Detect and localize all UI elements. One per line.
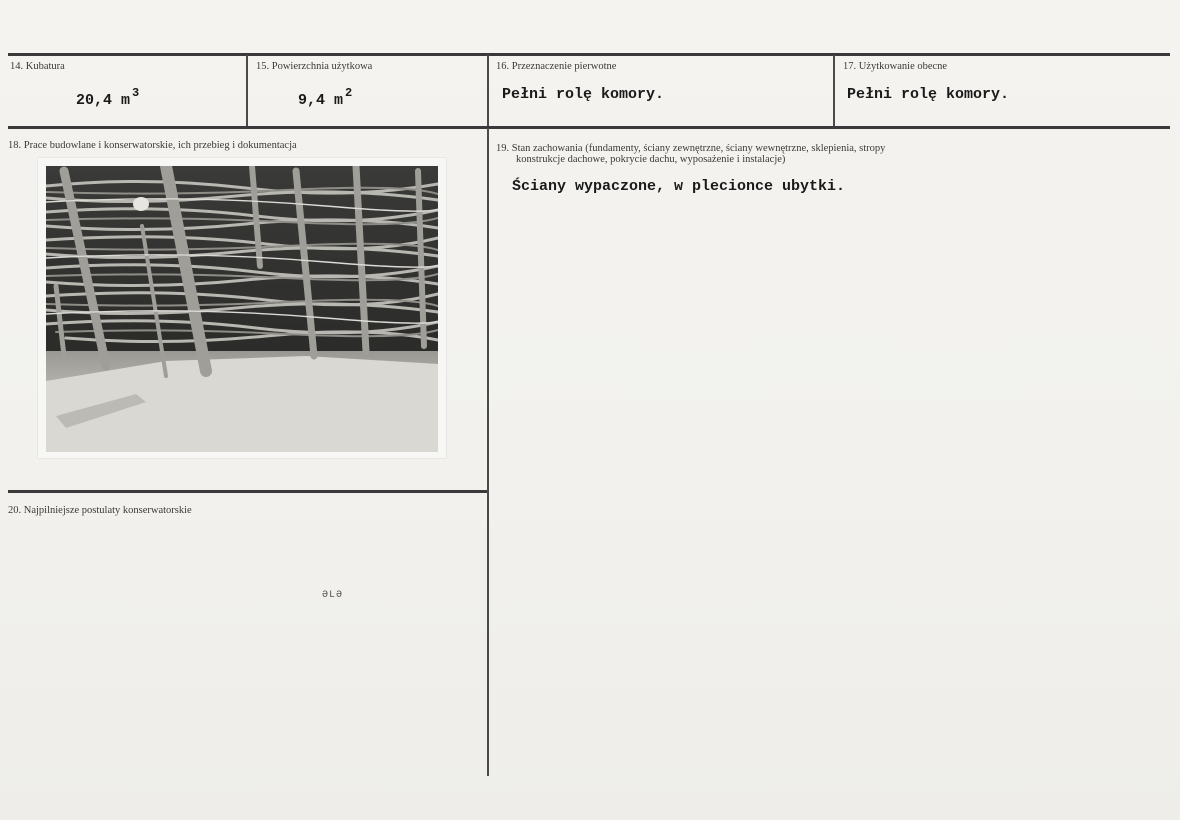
powierzchnia-number: 9,4 m: [298, 92, 344, 109]
uzytkowanie-label: 17. Użytkowanie obecne: [843, 61, 948, 72]
kubatura-value: [76, 86, 139, 109]
powierzchnia-exponent: 2: [345, 86, 353, 100]
left-section-rule: [8, 490, 487, 493]
stan-label-line2: konstrukcje dachowe, pokrycie dachu, wyposażenie i instalacje): [516, 154, 786, 165]
powierzchnia-value: [298, 86, 352, 109]
divider-14-15: [246, 55, 248, 127]
powierzchnia-label: 15. Powierzchnia użytkowa: [256, 61, 373, 72]
kubatura-exponent: 3: [132, 86, 140, 100]
main-divider: [487, 128, 489, 776]
stan-value: Ściany wypaczone, w plecionce ubytki.: [512, 178, 846, 195]
wattle-fence-image: [46, 166, 438, 452]
prace-label: 18. Prace budowlane i konserwatorskie, ich przebieg i dokumentacja: [8, 140, 297, 151]
wattle-fence-photo: [46, 166, 438, 452]
stan-label-line1: 19. Stan zachowania (fundamenty, ściany zewnętrzne, ściany wewnętrzne, sklepienia, stropy: [496, 143, 886, 154]
przeznaczenie-label: 16. Przeznaczenie pierwotne: [496, 61, 617, 72]
photo-frame: [38, 158, 446, 458]
postulaty-label: 20. Najpilniejsze postulaty konserwatorskie: [8, 505, 192, 516]
uzytkowanie-value: Pełni rolę komory.: [847, 86, 1010, 103]
divider-15-16: [487, 55, 489, 127]
przeznaczenie-value: Pełni rolę komory.: [502, 86, 665, 103]
divider-16-17: [833, 55, 835, 127]
stamp-mark: ƏLƏ: [322, 590, 344, 601]
second-rule: [8, 126, 1170, 129]
kubatura-label: 14. Kubatura: [10, 61, 65, 72]
kubatura-number: 20,4 m: [76, 92, 131, 109]
top-rule: [8, 53, 1170, 56]
